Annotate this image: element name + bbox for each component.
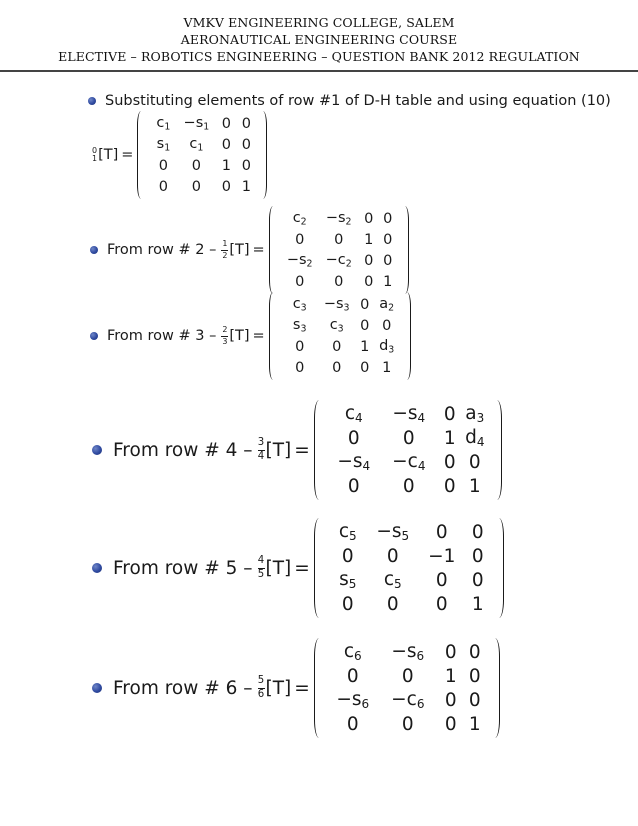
matrix-cell: $d_4$ <box>465 427 485 449</box>
matrix-cell: 0 <box>435 521 448 543</box>
matrix-cell: 0 <box>241 157 252 174</box>
equation-item <box>90 292 411 380</box>
matrix-cell: $c_6$ <box>343 641 362 663</box>
course-name: AERONAUTICAL ENGINEERING COURSE <box>180 32 458 47</box>
matrix-cell: 1 <box>468 475 481 497</box>
matrix-cell: 0 <box>341 545 354 567</box>
matrix-cell: 0 <box>443 403 456 425</box>
matrix-cell: $-s_4$ <box>337 451 371 473</box>
matrix-cell: 0 <box>471 545 484 567</box>
equation-item <box>92 638 500 738</box>
matrix-cell: $c_5$ <box>338 521 357 543</box>
left-paren <box>314 400 324 500</box>
bullet-icon <box>90 332 98 340</box>
matrix-cell: 0 <box>360 317 370 334</box>
matrix-cell: 0 <box>347 475 360 497</box>
matrix-cell: 0 <box>347 427 360 449</box>
matrix-cell: 0 <box>468 665 481 687</box>
matrix-cell: 0 <box>295 359 305 376</box>
frame-from-index: 1 <box>222 239 228 249</box>
matrix-cell: 0 <box>158 157 169 174</box>
matrix-cell: 0 <box>346 665 359 687</box>
left-paren <box>137 111 145 199</box>
matrix-cell: 0 <box>444 713 457 735</box>
frame-to-index: 6 <box>257 688 265 700</box>
transform-symbol <box>220 240 268 260</box>
transform-matrix <box>314 638 500 738</box>
frame-from-index: 2 <box>222 325 228 335</box>
equation-item <box>92 400 502 500</box>
matrix-cell: 0 <box>241 136 252 153</box>
transform-symbol <box>257 676 314 700</box>
transform-matrix <box>269 292 411 380</box>
matrix-cell: 0 <box>443 475 456 497</box>
matrix-cell: 0 <box>221 178 232 195</box>
transform-symbol <box>220 326 268 346</box>
equals-sign: = <box>252 242 265 258</box>
transform-symbol <box>257 556 314 580</box>
matrix-cell: 0 <box>386 545 399 567</box>
matrix-cell: 0 <box>402 475 415 497</box>
matrix-cell: 0 <box>443 451 456 473</box>
transform-body: [T] <box>229 242 250 258</box>
left-paren <box>269 206 277 294</box>
equation-item <box>92 518 504 618</box>
frame-from-index: 3 <box>257 436 265 448</box>
matrix-cell: 0 <box>332 359 342 376</box>
matrix-cell: 0 <box>221 136 232 153</box>
matrix-cell: $-s_6$ <box>336 689 370 711</box>
equation-lead-text: From row # 5 – <box>113 557 253 579</box>
bullet-icon <box>92 445 102 455</box>
frame-to-index: 1 <box>92 154 98 163</box>
matrix-cell: 0 <box>364 252 374 269</box>
equation-lead-text: Substituting elements of row #1 of D-H table and using equation (10) <box>105 93 611 109</box>
frame-to-index: 4 <box>257 450 265 462</box>
matrix-cell: $-s_5$ <box>376 521 410 543</box>
matrix-cell: $c_1$ <box>156 114 171 133</box>
matrix-cell: 1 <box>241 178 252 195</box>
right-paren <box>259 111 267 199</box>
frame-from-index: 4 <box>257 554 265 566</box>
equation-lead-text: From row # 3 – <box>107 328 217 344</box>
left-paren <box>269 292 277 380</box>
matrix-cell: $s_1$ <box>156 135 171 154</box>
frame-from-index: 5 <box>257 674 265 686</box>
right-paren <box>492 400 502 500</box>
matrix-cell: $-s_4$ <box>392 403 426 425</box>
equation-lead-text: From row # 2 – <box>107 242 217 258</box>
matrix-cell: $c_4$ <box>344 403 363 425</box>
matrix-cell: 0 <box>364 273 374 290</box>
right-paren <box>490 638 500 738</box>
matrix-cell: 0 <box>364 210 374 227</box>
matrix-cell: 1 <box>444 665 457 687</box>
matrix-cell: $c_1$ <box>189 135 204 154</box>
page-header <box>0 14 638 65</box>
matrix-cell: $c_5$ <box>383 569 402 591</box>
transform-body: [T] <box>229 328 250 344</box>
matrix-cell: 0 <box>191 157 202 174</box>
matrix-cell: 0 <box>435 569 448 591</box>
left-paren <box>314 638 324 738</box>
matrix-cell: 1 <box>382 359 392 376</box>
matrix-cell: $s_5$ <box>339 569 357 591</box>
matrix-cell: $c_3$ <box>292 295 307 314</box>
matrix-cell: 0 <box>383 252 393 269</box>
matrix-cell: $-s_3$ <box>323 295 350 314</box>
transform-body: [T] <box>265 557 292 579</box>
matrix-cell: $-c_2$ <box>325 251 352 270</box>
matrix-cell: 0 <box>295 231 305 248</box>
matrix-cell: 0 <box>383 231 393 248</box>
matrix-cell: 0 <box>471 569 484 591</box>
matrix-cell: $-c_6$ <box>391 689 425 711</box>
right-paren <box>401 206 409 294</box>
matrix-cell: 0 <box>444 641 457 663</box>
matrix-cell: 0 <box>468 689 481 711</box>
left-paren <box>314 518 324 618</box>
matrix-cell: 0 <box>435 593 448 615</box>
transform-matrix <box>314 400 502 500</box>
bullet-icon <box>90 246 98 254</box>
transform-matrix <box>137 111 267 199</box>
matrix-cell: 0 <box>468 451 481 473</box>
matrix-cell: $c_3$ <box>329 316 344 335</box>
matrix-cell: 0 <box>191 178 202 195</box>
matrix-cell: 0 <box>401 665 414 687</box>
equals-sign: = <box>294 677 310 699</box>
matrix-cell: 0 <box>341 593 354 615</box>
right-paren <box>403 292 411 380</box>
frame-from-index: 0 <box>92 145 98 155</box>
matrix-cell: 1 <box>471 593 484 615</box>
college-name: VMKV ENGINEERING COLLEGE, SALEM <box>183 15 455 30</box>
matrix-cell: 0 <box>471 521 484 543</box>
matrix-cell: −1 <box>428 545 456 567</box>
matrix-cell: 0 <box>221 115 232 132</box>
equation-item <box>90 206 409 294</box>
matrix-cell: 0 <box>360 359 370 376</box>
matrix-cell: 0 <box>295 338 305 355</box>
matrix-cell: 1 <box>364 231 374 248</box>
matrix-cell: 0 <box>382 317 392 334</box>
equation-lead-text: From row # 4 – <box>113 439 253 461</box>
bullet-icon <box>88 97 96 105</box>
matrix-cell: 0 <box>468 641 481 663</box>
equals-sign: = <box>252 328 265 344</box>
transform-matrix <box>314 518 504 618</box>
matrix-cell: $-s_1$ <box>183 114 210 133</box>
frame-to-index: 2 <box>222 250 228 260</box>
matrix-cell: 0 <box>402 427 415 449</box>
transform-matrix <box>269 206 409 294</box>
matrix-cell: $d_3$ <box>379 337 395 356</box>
equals-sign: = <box>294 557 310 579</box>
matrix-cell: 0 <box>241 115 252 132</box>
matrix-cell: 0 <box>334 273 344 290</box>
matrix-cell: $-s_2$ <box>325 209 352 228</box>
transform-symbol <box>257 438 314 462</box>
matrix-cell: 0 <box>386 593 399 615</box>
header-divider <box>0 70 638 72</box>
equation-item <box>88 93 611 199</box>
matrix-cell: 0 <box>383 210 393 227</box>
bullet-icon <box>92 683 102 693</box>
matrix-cell: 1 <box>468 713 481 735</box>
matrix-cell: 1 <box>383 273 393 290</box>
matrix-cell: $-s_2$ <box>286 251 313 270</box>
matrix-cell: $a_3$ <box>465 403 485 425</box>
matrix-cell: 0 <box>334 231 344 248</box>
question-bank-title: ELECTIVE – ROBOTICS ENGINEERING – QUESTION BANK 2012 REGULATION <box>58 49 580 64</box>
equals-sign: = <box>294 439 310 461</box>
matrix-cell: 0 <box>332 338 342 355</box>
matrix-cell: 0 <box>360 296 370 313</box>
equation-lead-text: From row # 6 – <box>113 677 253 699</box>
matrix-cell: $-c_4$ <box>392 451 426 473</box>
transform-body: [T] <box>98 147 119 163</box>
transform-symbol <box>92 147 137 164</box>
matrix-cell: $s_3$ <box>292 316 307 335</box>
matrix-cell: 1 <box>221 157 232 174</box>
matrix-cell: $c_2$ <box>292 209 307 228</box>
matrix-cell: 0 <box>295 273 305 290</box>
matrix-cell: 0 <box>346 713 359 735</box>
transform-body: [T] <box>265 439 292 461</box>
transform-body: [T] <box>265 677 292 699</box>
matrix-cell: 0 <box>158 178 169 195</box>
matrix-cell: 0 <box>401 713 414 735</box>
matrix-cell: 1 <box>443 427 456 449</box>
matrix-cell: $a_2$ <box>379 295 395 314</box>
right-paren <box>494 518 504 618</box>
frame-to-index: 5 <box>257 568 265 580</box>
matrix-cell: 1 <box>360 338 370 355</box>
bullet-icon <box>92 563 102 573</box>
matrix-cell: 0 <box>444 689 457 711</box>
matrix-cell: $-s_6$ <box>391 641 425 663</box>
equals-sign: = <box>121 147 134 163</box>
frame-to-index: 3 <box>222 336 228 346</box>
